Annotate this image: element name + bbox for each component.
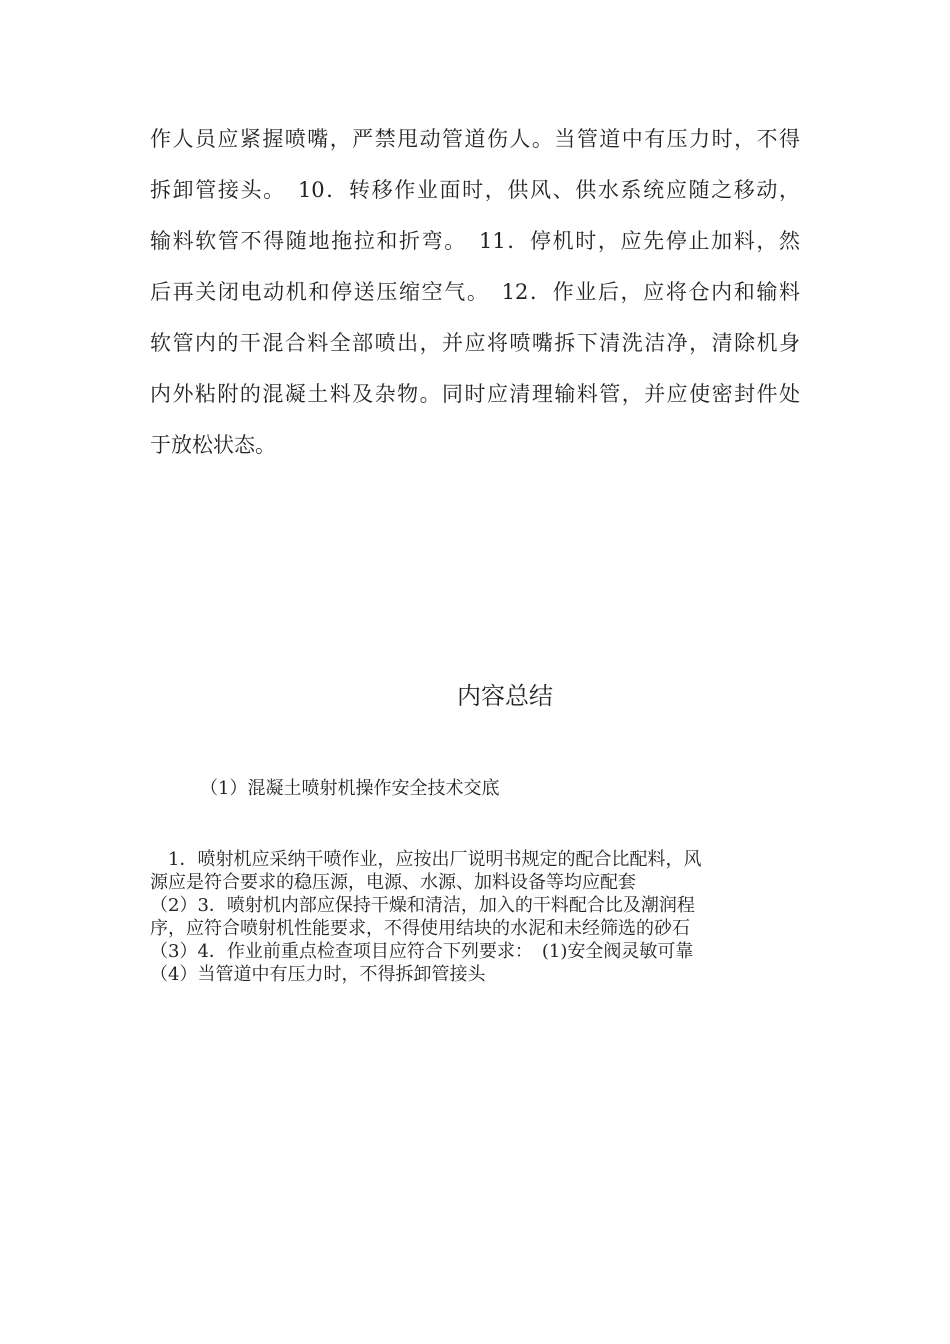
body-line: 于放松状态。	[150, 433, 276, 457]
body-line: 作人员应紧握喷嘴，严禁甩动管道伤人。当管道中有压力时，不得	[150, 127, 800, 151]
summary-line: 序，应符合喷射机性能要求，不得使用结块的水泥和未经筛选的砂石	[150, 918, 690, 939]
summary-line: （2）3．喷射机内部应保持干燥和清洁，加入的干料配合比及潮润程	[150, 895, 695, 916]
body-line: 输料软管不得随地拖拉和折弯。 11．停机时，应先停止加料，然	[150, 229, 800, 253]
body-paragraph	[150, 114, 800, 471]
summary-heading: （1）混凝土喷射机操作安全技术交底	[200, 778, 500, 799]
summary-line: 1．喷射机应采纳干喷作业，应按出厂说明书规定的配合比配料，风	[150, 849, 702, 870]
body-line: 后再关闭电动机和停送压缩空气。 12．作业后，应将仓内和输料	[150, 280, 800, 304]
summary-line: （4）当管道中有压力时，不得拆卸管接头	[150, 964, 486, 985]
summary-line: （3）4．作业前重点检查项目应符合下列要求： (1)安全阀灵敏可靠	[150, 941, 694, 962]
body-line: 软管内的干混合料全部喷出，并应将喷嘴拆下清洗洁净，清除机身	[150, 331, 800, 355]
summary-title: 内容总结	[457, 682, 553, 710]
summary-body	[150, 848, 790, 986]
body-line: 内外粘附的混凝土料及杂物。同时应清理输料管，并应使密封件处	[150, 382, 800, 406]
body-line: 拆卸管接头。 10．转移作业面时，供风、供水系统应随之移动，	[150, 178, 800, 202]
summary-line: 源应是符合要求的稳压源，电源、水源、加料设备等均应配套	[150, 872, 636, 893]
